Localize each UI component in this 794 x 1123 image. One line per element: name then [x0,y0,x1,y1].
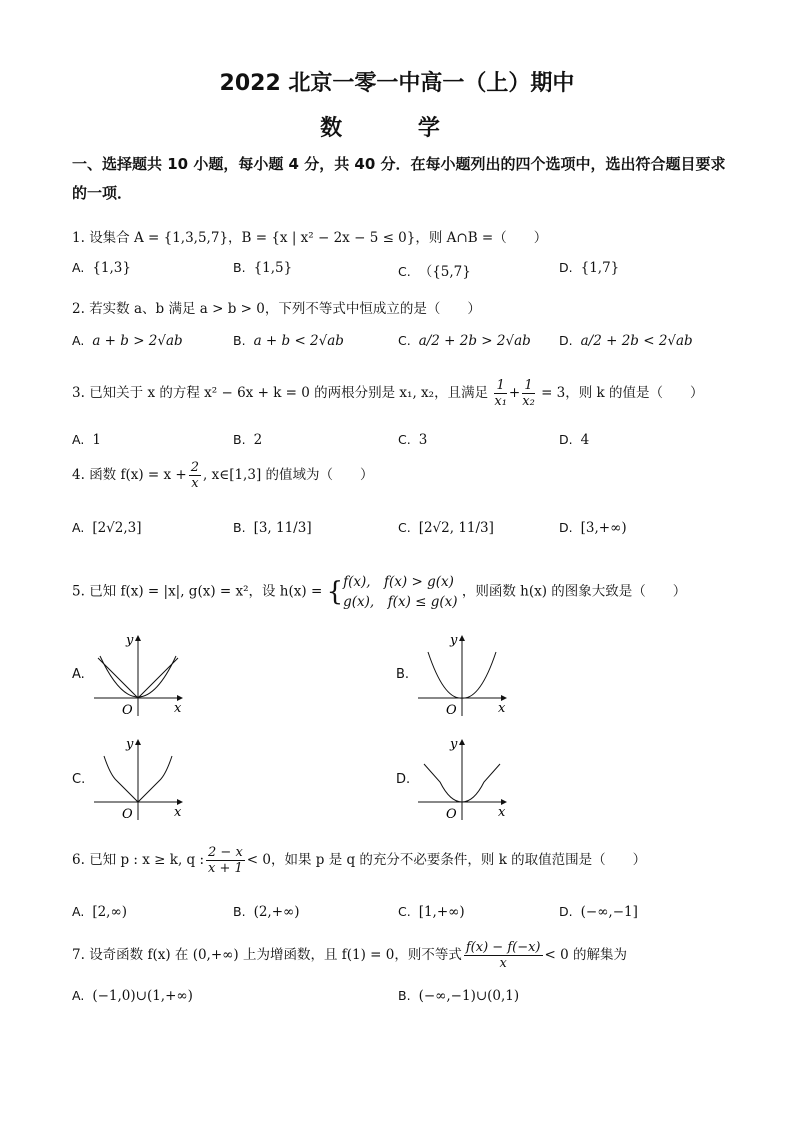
question-number: 7. [72,947,85,963]
graph-d [414,734,514,824]
fraction: $\frac{1}{\text{x₂}}$ [522,378,535,409]
question-number: 3. [72,385,85,401]
option-1b: B. {1,5} [233,260,293,276]
question-stem-end: < 0 的解集为 [544,947,627,963]
graph-label-a: A. [72,667,85,682]
question-number: 6. [72,852,85,868]
option-3c: C. 3 [398,432,428,448]
graph-b [414,630,514,720]
option-2a: A. a + b > 2√ab [72,333,183,349]
question-stem: 已知 p : x ≥ k, q : [89,852,205,868]
question-stem-end: , x∈[1,3] 的值域为（ ） [203,467,374,483]
question-3: 3. 已知关于 x 的方程 x² − 6x + k = 0 的两根分别是 x₁, x₂，且满足 $\frac{1}{\text{x₁}}$ + $\frac{1}{\text{x₂}}$ = 3，则 k 的值是（ ） [72,378,704,409]
option-3a: A. 1 [72,432,101,448]
fraction: $\frac{f(x) - f(-x)}{x}$ [465,940,541,971]
axis-y-label: y [450,737,458,752]
question-4 [72,460,374,491]
option-1a: A. {1,3} [72,260,131,276]
axis-x-label: x [174,805,182,820]
question-number: 5. [72,583,85,600]
option-3b: B. 2 [233,432,263,448]
question-6 [72,845,646,876]
option-1d: D. {1,7} [559,260,620,276]
option-2b: B. a + b < 2√ab [233,333,344,349]
origin-label: O [446,807,457,822]
option-6c: C. [1,+∞) [398,904,465,920]
option-4d: D. [3,+∞) [559,520,627,536]
graph-label-c: C. [72,772,86,787]
origin-label: O [446,703,457,718]
question-7 [72,940,627,971]
subject-title: 数 学 [320,116,474,141]
option-4a: A. [2√2,3] [72,520,142,536]
question-stem: 已知关于 x 的方程 x² − 6x + k = 0 的两根分别是 x₁, x₂，且满足 [89,385,489,401]
question-1 [72,226,547,246]
option-4c: C. [2√2, 11/3] [398,520,494,536]
option-2c: C. a/2 + 2b > 2√ab [398,333,531,349]
question-stem: 设奇函数 f(x) 在 (0,+∞) 上为增函数，且 f(1) = 0，则不等式 [89,947,462,963]
question-number: 1. [72,230,85,246]
section-heading: 一、选择题共 10 小题，每小题 4 分，共 40 分．在每小题列出的四个选项中，选出符合题目要求的一项． [72,155,726,202]
graph-a [90,630,190,720]
fraction: $\frac{1}{\text{x₁}}$ [494,378,507,409]
fraction: $\frac{2 - x}{x + 1}$ [208,845,243,876]
question-stem-end: = 3，则 k 的值是（ ） [541,385,704,401]
option-1c: C. （{5,7} [398,264,471,280]
page-title: 2022 北京一零一中高一（上）期中 [219,71,575,96]
axis-y-label: y [126,737,134,752]
piecewise-cases: f(x), f(x) > g(x) g(x), f(x) ≤ g(x) [343,574,458,610]
question-stem-end: < 0，如果 p 是 q 的充分不必要条件，则 k 的取值范围是（ ） [246,852,647,868]
question-2 [72,297,481,317]
axis-x-label: x [498,805,506,820]
option-7b: B. (−∞,−1)∪(0,1) [398,988,520,1004]
axis-x-label: x [498,701,506,716]
fraction: $\frac{2}{x}$ [190,460,200,491]
origin-label: O [122,703,133,718]
question-stem: 已知 f(x) = |x|, g(x) = x²，设 h(x) = [89,583,323,600]
graph-label-d: D. [396,772,411,787]
question-number: 4. [72,467,85,483]
question-stem: 设集合 A = {1,3,5,7}，B = {x | x² − 2x − 5 ≤ 0}，则 A∩B =（ ） [89,230,548,246]
option-6d: D. (−∞,−1] [559,904,638,920]
option-6b: B. (2,+∞) [233,904,300,920]
graph-c [90,734,190,824]
question-5 [72,572,686,612]
origin-label: O [122,807,133,822]
option-7a: A. (−1,0)∪(1,+∞) [72,988,193,1004]
axis-y-label: y [450,633,458,648]
graph-label-b: B. [396,667,410,682]
brace: { [326,577,344,607]
question-stem: 函数 f(x) = x + [89,467,187,483]
option-4b: B. [3, 11/3] [233,520,312,536]
axis-x-label: x [174,701,182,716]
question-stem-end: ，则函数 h(x) 的图象大致是（ ） [461,583,687,600]
option-3d: D. 4 [559,432,590,448]
option-2d: D. a/2 + 2b < 2√ab [559,333,693,349]
axis-y-label: y [126,633,134,648]
option-6a: A. [2,∞) [72,904,127,920]
question-stem: 若实数 a、b 满足 a > b > 0，下列不等式中恒成立的是（ ） [89,301,481,317]
question-number: 2. [72,301,85,317]
